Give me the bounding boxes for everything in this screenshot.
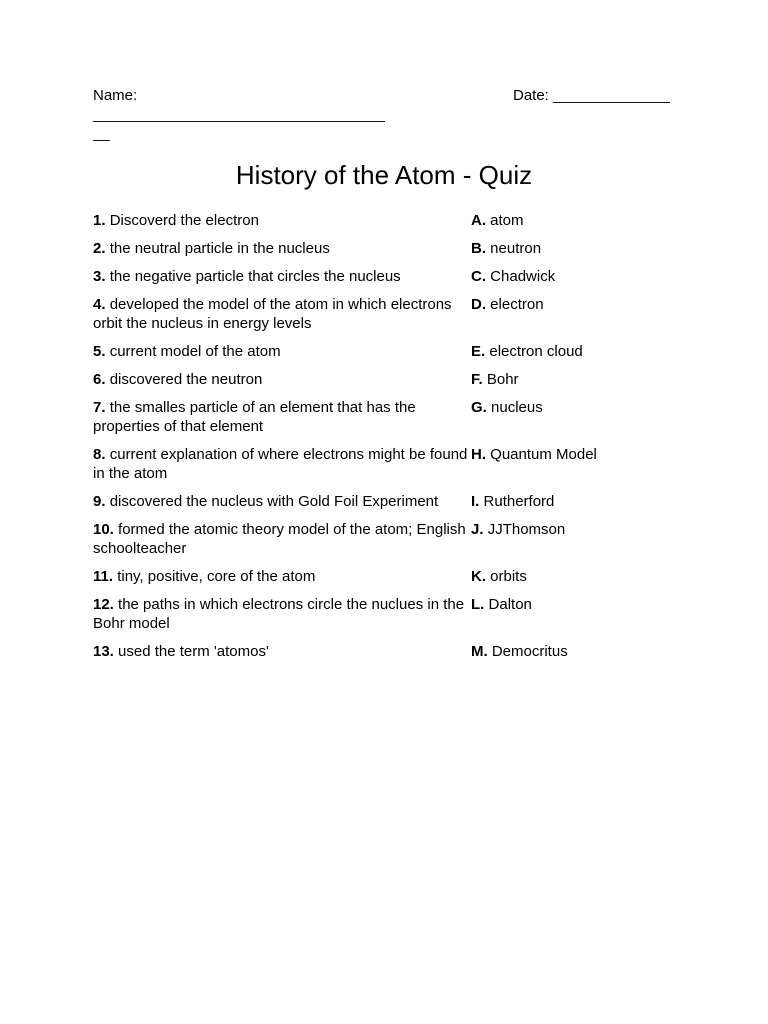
row-gap	[93, 586, 693, 595]
question-row	[93, 295, 693, 333]
answer-letter: H.	[471, 446, 486, 463]
question-text-cell	[93, 370, 471, 389]
question-number: 7.	[93, 399, 106, 416]
question-row	[93, 267, 693, 286]
answer-letter: E.	[471, 343, 486, 360]
name-label: Name:	[93, 87, 138, 104]
question-text-cell	[93, 567, 471, 586]
answer-text: electron cloud	[489, 343, 583, 360]
answer-letter: A.	[471, 212, 486, 229]
answer-cell	[471, 492, 693, 511]
question-row	[93, 445, 693, 483]
question-row	[93, 492, 693, 511]
question-text-cell	[93, 239, 471, 258]
question-text: the neutral particle in the nucleus	[109, 240, 330, 257]
question-number: 8.	[93, 446, 106, 463]
question-number: 2.	[93, 240, 106, 257]
answer-text: Rutherford	[483, 493, 555, 510]
question-number: 5.	[93, 343, 106, 360]
answer-text: Quantum Model	[490, 446, 597, 463]
answer-letter: K.	[471, 568, 486, 585]
question-text-cell	[93, 398, 471, 436]
answer-text: orbits	[490, 568, 527, 585]
name-underline: ___________________________________	[93, 106, 385, 123]
question-text: Discoverd the electron	[109, 212, 259, 229]
answer-cell	[471, 239, 693, 258]
answer-text: JJThomson	[487, 521, 566, 538]
row-gap	[93, 258, 693, 267]
answer-cell	[471, 370, 693, 389]
question-row	[93, 520, 693, 558]
question-text: discovered the neutron	[109, 371, 263, 388]
question-number: 4.	[93, 296, 106, 313]
name-field	[93, 86, 393, 143]
row-gap	[93, 483, 693, 492]
answer-cell	[471, 595, 693, 614]
answer-cell	[471, 295, 693, 314]
answer-letter: I.	[471, 493, 480, 510]
answer-letter: D.	[471, 296, 486, 313]
row-gap	[93, 333, 693, 342]
date-underline: ______________	[553, 87, 670, 104]
question-number: 9.	[93, 493, 106, 510]
row-gap	[93, 361, 693, 370]
question-row	[93, 211, 693, 230]
page-title: History of the Atom - Quiz	[235, 160, 533, 190]
question-text: current explanation of where electrons might be found in the atom	[93, 446, 468, 482]
question-text-cell	[93, 342, 471, 361]
question-text: the negative particle that circles the nucleus	[109, 268, 401, 285]
answer-text: Chadwick	[490, 268, 556, 285]
answer-letter: M.	[471, 643, 488, 660]
row-gap	[93, 633, 693, 642]
question-number: 1.	[93, 212, 106, 229]
answer-letter: C.	[471, 268, 486, 285]
row-gap	[93, 286, 693, 295]
answer-text: atom	[490, 212, 524, 229]
question-text: the smalles particle of an element that has the properties of that element	[93, 399, 416, 435]
question-row	[93, 239, 693, 258]
date-field	[513, 86, 713, 105]
question-text: tiny, positive, core of the atom	[117, 568, 316, 585]
answer-cell	[471, 211, 693, 230]
question-number: 3.	[93, 268, 106, 285]
question-text: developed the model of the atom in which electrons orbit the nucleus in energy levels	[93, 296, 452, 332]
question-text: current model of the atom	[109, 343, 281, 360]
question-text-cell	[93, 295, 471, 333]
question-text-cell	[93, 267, 471, 286]
answer-letter: F.	[471, 371, 483, 388]
date-label: Date:	[513, 87, 549, 104]
answer-letter: L.	[471, 596, 485, 613]
answer-text: Democritus	[491, 643, 568, 660]
answer-text: Bohr	[486, 371, 519, 388]
question-row	[93, 642, 693, 661]
question-text: the paths in which electrons circle the nuclues in the Bohr model	[93, 596, 465, 632]
question-row	[93, 342, 693, 361]
question-text: formed the atomic theory model of the atom; English schoolteacher	[93, 521, 466, 557]
question-text-cell	[93, 445, 471, 483]
question-text-cell	[93, 211, 471, 230]
question-text: used the term 'atomos'	[118, 643, 269, 660]
row-gap	[93, 389, 693, 398]
row-gap	[93, 511, 693, 520]
question-list	[93, 211, 693, 661]
question-number: 6.	[93, 371, 106, 388]
answer-cell	[471, 567, 693, 586]
question-row	[93, 370, 693, 389]
answer-cell	[471, 520, 693, 539]
question-row	[93, 398, 693, 436]
answer-cell	[471, 642, 693, 661]
question-number: 13.	[93, 643, 114, 660]
answer-text: Dalton	[488, 596, 532, 613]
question-text-cell	[93, 595, 471, 633]
answer-cell	[471, 445, 693, 464]
answer-cell	[471, 267, 693, 286]
answer-text: neutron	[490, 240, 542, 257]
question-number: 11.	[93, 568, 114, 585]
row-gap	[93, 230, 693, 239]
question-number: 12.	[93, 596, 114, 613]
answer-letter: J.	[471, 521, 484, 538]
row-gap	[93, 436, 693, 445]
question-number: 10.	[93, 521, 114, 538]
question-row	[93, 595, 693, 633]
answer-text: nucleus	[491, 399, 543, 416]
answer-cell	[471, 398, 693, 417]
answer-cell	[471, 342, 693, 361]
question-row	[93, 567, 693, 586]
question-text-cell	[93, 642, 471, 661]
row-gap	[93, 558, 693, 567]
answer-text: electron	[490, 296, 544, 313]
answer-letter: B.	[471, 240, 486, 257]
question-text: discovered the nucleus with Gold Foil Experiment	[109, 493, 439, 510]
question-text-cell	[93, 520, 471, 558]
question-text-cell	[93, 492, 471, 511]
name-underline-continued: __	[93, 125, 110, 142]
answer-letter: G.	[471, 399, 487, 416]
